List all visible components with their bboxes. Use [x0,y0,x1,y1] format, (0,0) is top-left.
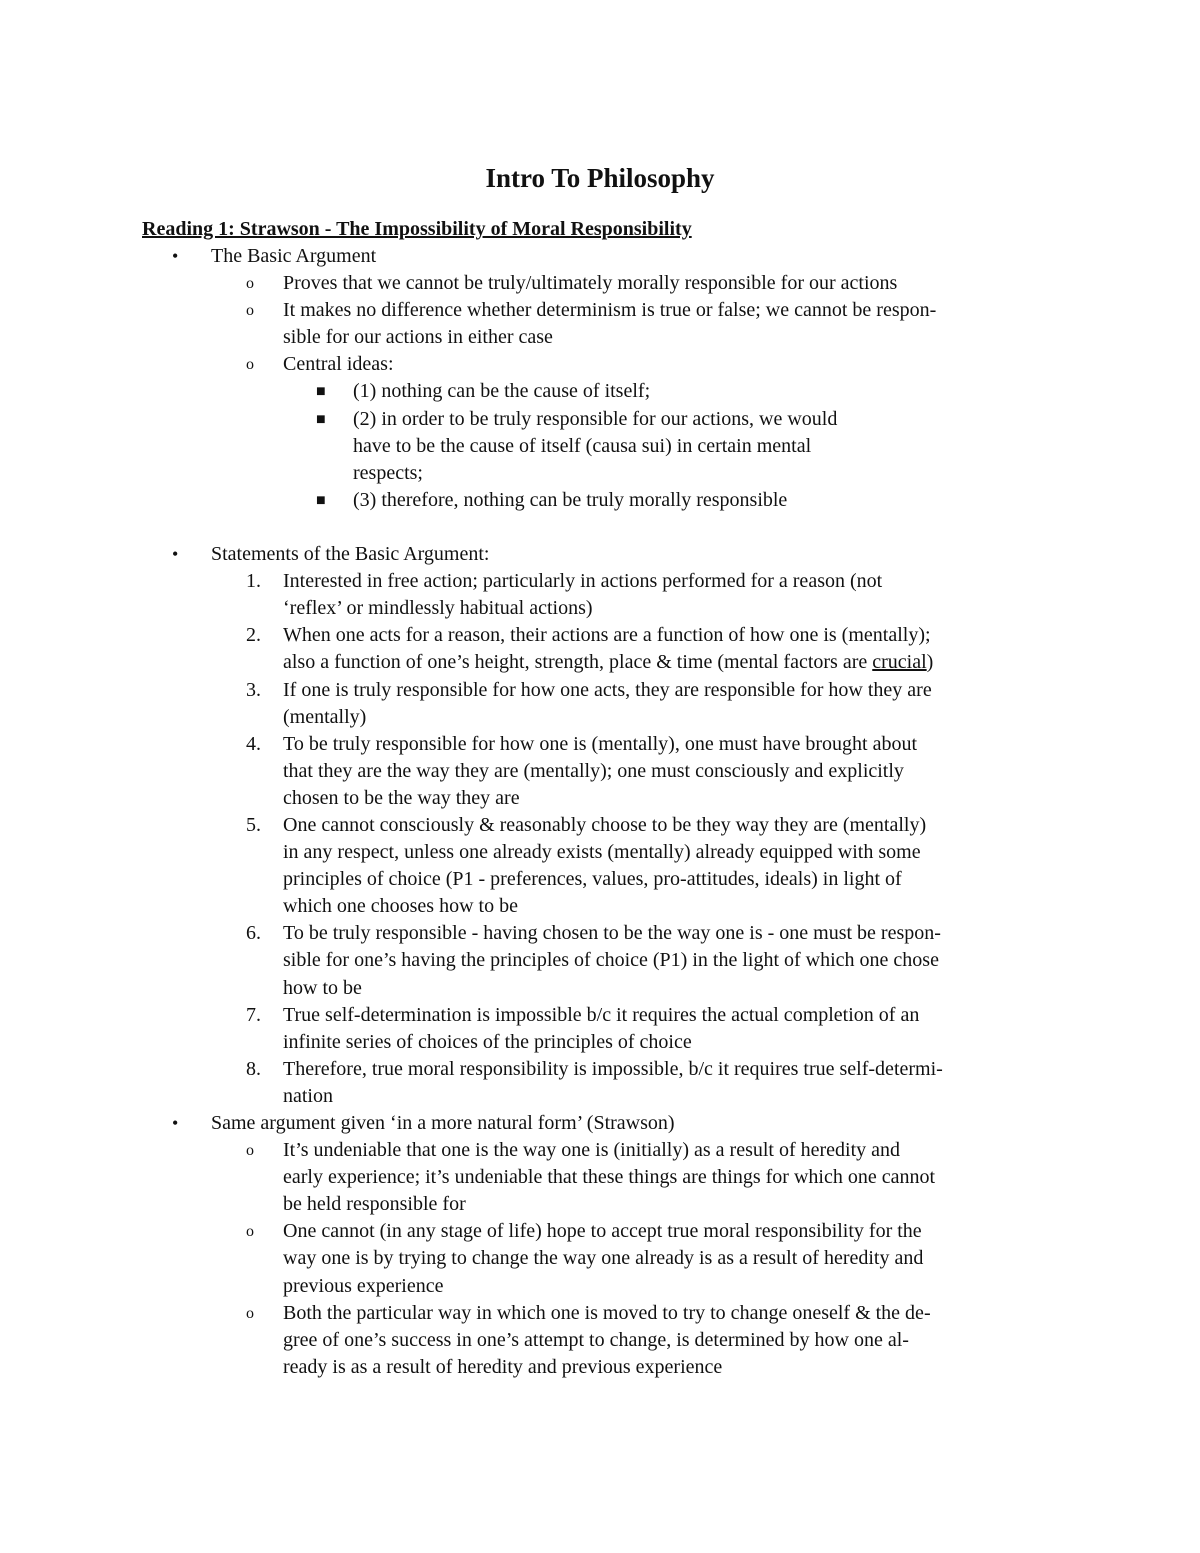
bullet-marker: • [172,246,179,266]
sub-bullet-item [0,1300,1200,1327]
central-idea-text: have to be the cause of itself (causa sui) in certain mental [353,434,812,457]
numbered-item-text: To be truly responsible - having chosen to be the way one is - one must be respon- [283,922,941,945]
notes-body [0,243,1200,1381]
sub-bullet-continuation [0,1164,1200,1191]
numbered-item-continuation [0,758,1200,785]
sub-bullet-text: One cannot (in any stage of life) hope to accept true moral responsibility for the [283,1220,922,1243]
numbered-item-text: sible for one’s having the principles of choice (P1) in the light of which one chose [283,949,939,972]
numbered-item-continuation [0,1029,1200,1056]
central-idea-text: (1) nothing can be the cause of itself; [353,380,651,403]
numbered-item-continuation [0,649,1200,676]
sub-bullet-text: sible for our actions in either case [283,326,553,349]
circle-marker: o [246,356,254,374]
sub-bullet-text: Central ideas: [283,353,394,376]
numbered-item [0,1056,1200,1083]
item-number: 6. [246,922,261,945]
bullet-text: Same argument given ‘in a more natural form’ (Strawson) [211,1112,675,1134]
numbered-item-continuation [0,893,1200,920]
numbered-item-text: chosen to be the way they are [283,786,520,809]
bullet-item-basic-argument [0,243,1200,270]
bullet-item-statements [0,541,1200,568]
bullet-text: The Basic Argument [211,245,377,267]
numbered-item-text: Therefore, true moral responsibility is impossible, b/c it requires true self-determi- [283,1057,943,1080]
numbered-item-text: If one is truly responsible for how one acts, they are responsible for how they are [283,678,932,701]
circle-marker: o [246,1304,254,1322]
sub-bullet-item [0,1137,1200,1164]
reading-heading: Reading 1: Strawson - The Impossibility of Moral Responsibility [142,218,692,240]
sub-bullet-item [0,351,1200,378]
sub-bullet-text: way one is by trying to change the way one already is as a result of heredity and [283,1247,924,1270]
sub-bullet-text: It makes no difference whether determinism is true or false; we cannot be respon- [283,299,937,322]
numbered-item-continuation [0,1083,1200,1110]
sub-bullet-text: previous experience [283,1274,444,1297]
line-prefix: also a function of one’s height, strength, place & time (mental factors are [283,651,873,674]
numbered-item-text: that they are the way they are (mentally); one must consciously and explicitly [283,759,904,782]
numbered-item-text [0,649,1200,676]
sub-bullet-item [0,270,1200,297]
numbered-item [0,568,1200,595]
sub-bullet-continuation [0,1273,1200,1300]
sub-bullet-text: Proves that we cannot be truly/ultimately morally responsible for our actions [283,272,898,295]
document-title: Intro To Philosophy [485,163,715,193]
numbered-item-text: in any respect, unless one already exists (mentally) already equipped with some [283,841,921,864]
sub-bullet-text: be held responsible for [283,1193,466,1216]
numbered-item-text: True self-determination is impossible b/c it requires the actual completion of an [283,1003,920,1026]
central-idea-item [0,406,1200,433]
central-idea-continuation [0,433,1200,460]
sub-bullet-text: early experience; it’s undeniable that these things are things for which one cannot [283,1166,936,1189]
numbered-item-text: infinite series of choices of the principles of choice [283,1030,692,1053]
numbered-item [0,731,1200,758]
numbered-item-text: principles of choice (P1 - preferences, values, pro-attitudes, ideals) in light of [283,868,902,891]
numbered-item [0,920,1200,947]
numbered-item-text: (mentally) [283,705,367,728]
circle-marker: o [246,302,254,320]
circle-marker: o [246,275,254,293]
sub-bullet-item [0,1218,1200,1245]
item-number: 3. [246,678,261,701]
numbered-item-continuation [0,595,1200,622]
sub-bullet-text: gree of one’s success in one’s attempt to change, is determined by how one al- [283,1328,909,1351]
circle-marker: o [246,1142,254,1160]
bullet-item-natural-form [0,1110,1200,1137]
sub-bullet-continuation [0,1245,1200,1272]
central-idea-text: (3) therefore, nothing can be truly morally responsible [353,488,788,511]
numbered-item-text: To be truly responsible for how one is (mentally), one must have brought about [283,732,918,755]
underlined-word: crucial [872,651,927,674]
numbered-item [0,677,1200,704]
item-number: 7. [246,1003,261,1026]
numbered-item-text: When one acts for a reason, their actions are a function of how one is (mentally); [283,624,931,647]
sub-bullet-text: Both the particular way in which one is moved to try to change oneself & the de- [283,1301,931,1324]
central-idea-text: (2) in order to be truly responsible for our actions, we would [353,407,838,430]
numbered-item-text: Interested in free action; particularly in actions performed for a reason (not [283,570,883,593]
numbered-item-continuation [0,975,1200,1002]
sub-bullet-continuation [0,324,1200,351]
sub-bullet-continuation [0,1327,1200,1354]
numbered-item-continuation [0,785,1200,812]
sub-bullet-continuation [0,1191,1200,1218]
numbered-item-continuation [0,839,1200,866]
square-marker: ■ [316,491,326,509]
square-marker: ■ [316,383,326,401]
sub-bullet-text: It’s undeniable that one is the way one is (initially) as a result of heredity and [283,1139,901,1162]
item-number: 5. [246,813,261,836]
bullet-text: Statements of the Basic Argument: [211,543,490,566]
sub-bullet-item [0,297,1200,324]
numbered-item [0,812,1200,839]
central-idea-text: respects; [353,461,423,484]
numbered-item-continuation [0,704,1200,731]
item-number: 8. [246,1057,261,1080]
sub-bullet-continuation [0,1354,1200,1381]
numbered-item-continuation [0,866,1200,893]
item-number: 1. [246,570,261,593]
numbered-item-continuation [0,947,1200,974]
item-number: 2. [246,624,261,647]
circle-marker: o [246,1223,254,1241]
sub-bullet-text: ready is as a result of heredity and previous experience [283,1355,723,1378]
square-marker: ■ [316,410,326,428]
bullet-marker: • [172,544,179,565]
central-idea-continuation [0,460,1200,487]
item-number: 4. [246,732,261,755]
numbered-item-text: which one chooses how to be [283,895,518,918]
numbered-item-text: One cannot consciously & reasonably choose to be they way they are (mentally) [283,813,927,836]
numbered-item [0,622,1200,649]
bullet-marker: • [172,1113,179,1133]
central-idea-item [0,487,1200,514]
numbered-item-text: nation [283,1084,333,1107]
numbered-item-text: how to be [283,976,362,999]
central-idea-item [0,378,1200,405]
numbered-item [0,1002,1200,1029]
line-suffix: ) [926,651,934,674]
numbered-item-text: ‘reflex’ or mindlessly habitual actions) [283,597,593,620]
